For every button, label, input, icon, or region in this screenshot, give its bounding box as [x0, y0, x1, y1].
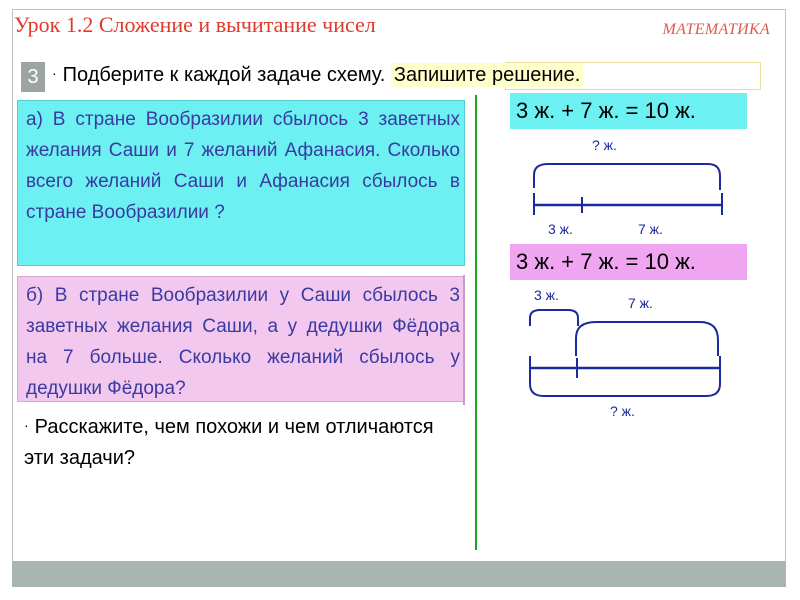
instruction-highlight: Запишите решение. — [391, 63, 583, 87]
diagram-a-brace — [534, 164, 720, 190]
diagram-b-total-label: ? ж. — [610, 403, 635, 419]
diagram-a-part1-label: 3 ж. — [548, 221, 573, 237]
problem-b-box: б) В стране Вообразилии у Саши сбылось 3 заветных желания Саши, а у дедушки Фёдора на 7 больше. Сколько желаний сбылось у дедушки Фёдора? — [17, 276, 465, 402]
diagram-b — [530, 287, 720, 419]
diagram-b-brace-total — [530, 374, 720, 396]
diagram-b-brace-part2 — [576, 322, 718, 356]
diagram-a-total-label: ? ж. — [592, 137, 617, 153]
problem-a-box: а) В стране Вообразилии сбылось 3 заветных желания Саши и 7 желаний Афанасия. Сколько всего желаний Саши и Афанасия сбылось в стране Вообразилии ? — [17, 100, 465, 266]
footer-bar — [12, 561, 786, 587]
solution-a: 3 ж. + 7 ж. = 10 ж. — [510, 93, 747, 129]
lesson-title: Урок 1.2 Сложение и вычитание чисел — [14, 12, 376, 37]
bullet-icon: · — [24, 417, 29, 433]
instruction-text: Подберите к каждой задаче схему. — [62, 64, 386, 86]
task-number-badge: 3 — [21, 62, 45, 92]
diagram-b-brace-part1 — [530, 310, 578, 326]
bullet-icon: · — [52, 65, 57, 81]
diagram-b-part1-label: 3 ж. — [534, 287, 559, 303]
solution-b: 3 ж. + 7 ж. = 10 ж. — [510, 244, 747, 280]
subject-label: МАТЕМАТИКА — [662, 21, 770, 38]
diagram-a — [534, 137, 722, 237]
question-text: Расскажите, чем похожи и чем отличаются эти задачи? — [24, 416, 434, 469]
diagram-a-part2-label: 7 ж. — [638, 221, 663, 237]
diagram-b-part2-label: 7 ж. — [628, 295, 653, 311]
